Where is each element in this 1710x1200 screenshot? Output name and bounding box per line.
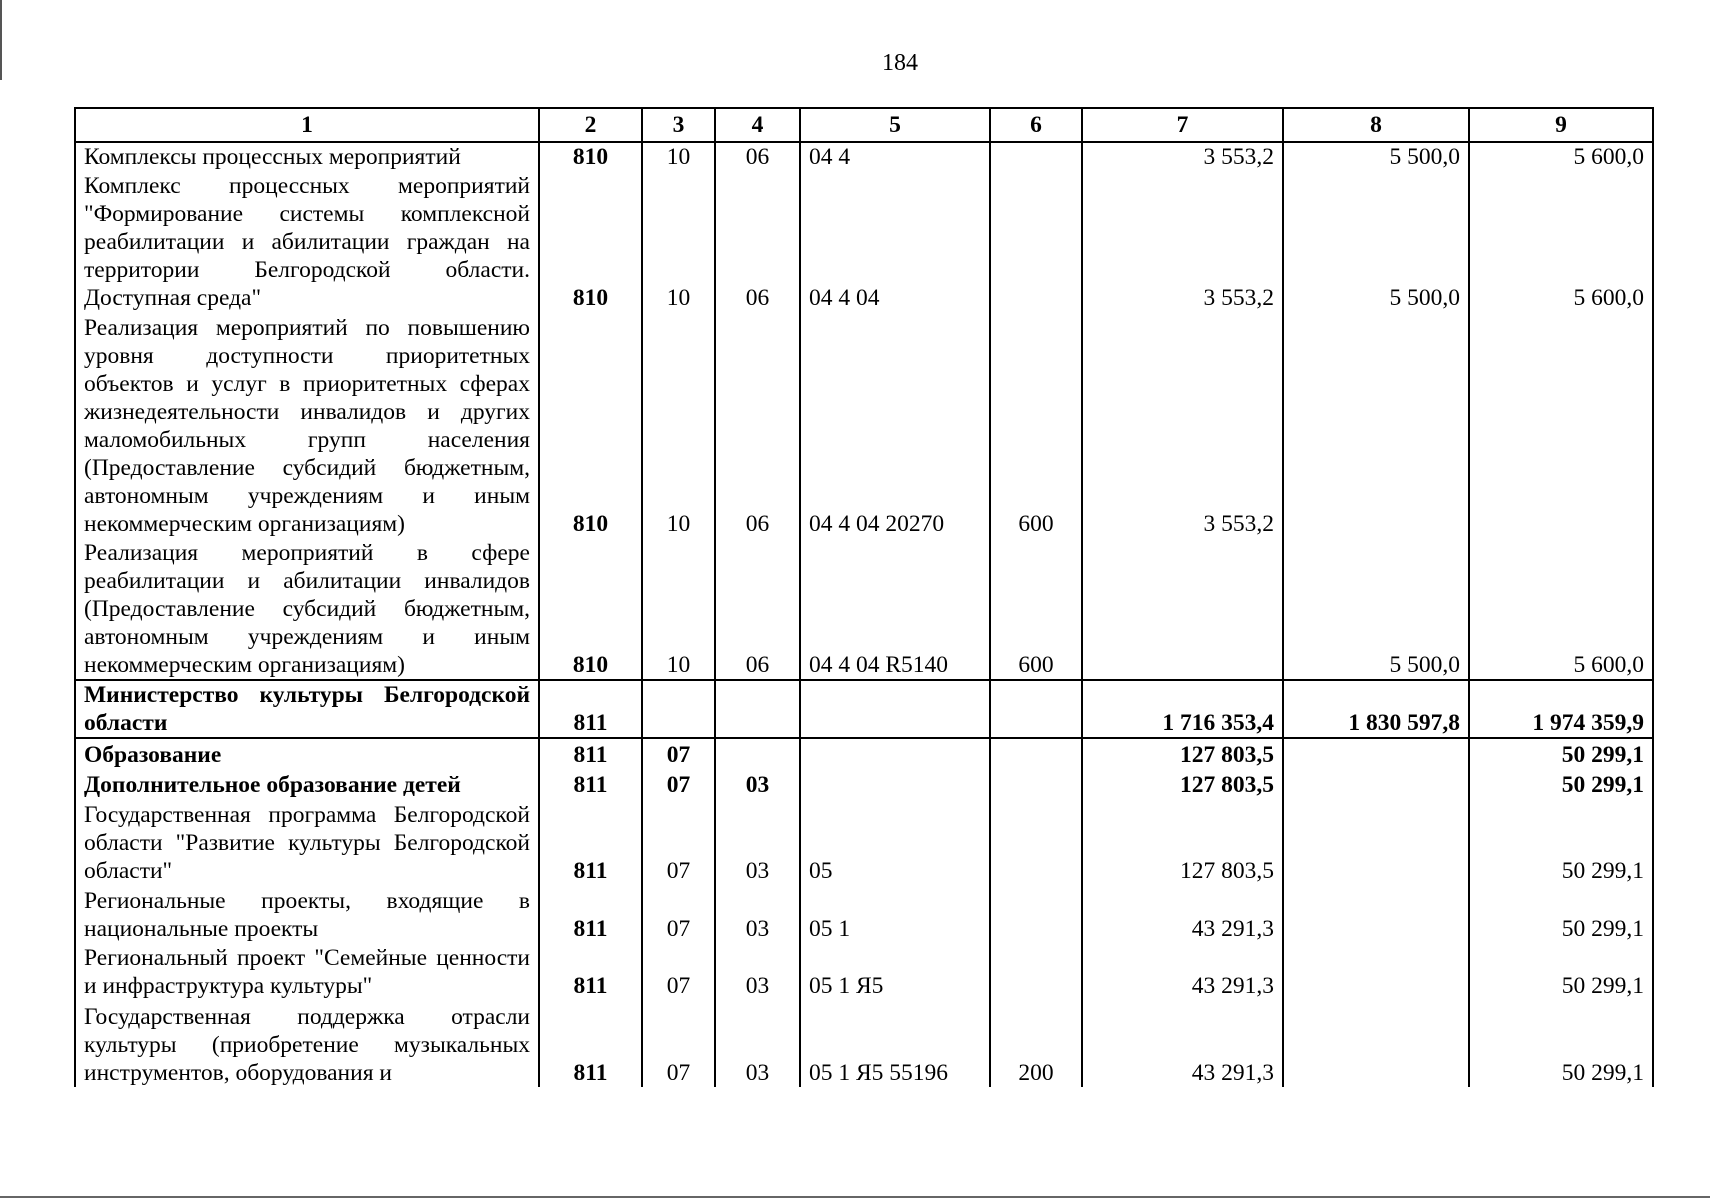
cell-section: 07 xyxy=(642,943,715,1000)
cell-target-code xyxy=(800,769,990,799)
cell-amount-9: 50 299,1 xyxy=(1469,1000,1653,1087)
cell-ministry-code: 811 xyxy=(539,680,642,738)
row-name: Государственная программа Белгородской области "Развитие культуры Белгородской области" xyxy=(75,799,539,886)
cell-expense-type: 600 xyxy=(990,538,1082,680)
cell-amount-9 xyxy=(1469,312,1653,538)
row-name: Реализация мероприятий в сфере реабилитации и абилитации инвалидов (Предоставление субсидий бюджетным, автономным учреждениям и иным некоммерческим организациям) xyxy=(75,538,539,680)
cell-amount-8 xyxy=(1283,312,1469,538)
cell-amount-7: 3 553,2 xyxy=(1082,142,1283,171)
cell-amount-8 xyxy=(1283,769,1469,799)
cell-section: 07 xyxy=(642,885,715,942)
table-row xyxy=(75,171,1653,312)
cell-amount-7: 3 553,2 xyxy=(1082,312,1283,538)
cell-amount-8: 5 500,0 xyxy=(1283,171,1469,312)
budget-table xyxy=(74,107,1654,1087)
cell-target-code: 04 4 04 xyxy=(800,171,990,312)
col-header-6: 6 xyxy=(990,108,1082,142)
cell-subsection: 03 xyxy=(715,1000,800,1087)
col-header-5: 5 xyxy=(800,108,990,142)
cell-expense-type xyxy=(990,142,1082,171)
cell-target-code: 04 4 xyxy=(800,142,990,171)
cell-subsection: 06 xyxy=(715,312,800,538)
row-name: Реализация мероприятий по повышению уровня доступности приоритетных объектов и услуг в приоритетных сферах жизнедеятельности инвалидов и других маломобильных групп населения (Предоставление субсидий бюджетным, автономным учреждениям и иным некоммерческим организациям) xyxy=(75,312,539,538)
cell-expense-type xyxy=(990,680,1082,738)
row-name: Министерство культуры Белгородской области xyxy=(75,680,539,738)
col-header-4: 4 xyxy=(715,108,800,142)
cell-amount-7: 1 716 353,4 xyxy=(1082,680,1283,738)
cell-ministry-code: 811 xyxy=(539,769,642,799)
col-header-9: 9 xyxy=(1469,108,1653,142)
cell-ministry-code: 811 xyxy=(539,1000,642,1087)
cell-subsection: 03 xyxy=(715,799,800,886)
page-number: 184 xyxy=(882,50,918,76)
cell-subsection: 03 xyxy=(715,885,800,942)
cell-expense-type xyxy=(990,799,1082,886)
header-row xyxy=(75,108,1653,142)
cell-section: 07 xyxy=(642,1000,715,1087)
cell-amount-9: 50 299,1 xyxy=(1469,943,1653,1000)
table-row xyxy=(75,1000,1653,1087)
cell-amount-8 xyxy=(1283,885,1469,942)
row-name: Образование xyxy=(75,738,539,768)
scan-bottom-edge xyxy=(0,1196,1710,1198)
cell-section: 10 xyxy=(642,312,715,538)
col-header-8: 8 xyxy=(1283,108,1469,142)
table-row xyxy=(75,885,1653,942)
cell-ministry-code: 810 xyxy=(539,142,642,171)
cell-target-code xyxy=(800,680,990,738)
cell-amount-8: 5 500,0 xyxy=(1283,142,1469,171)
col-header-2: 2 xyxy=(539,108,642,142)
cell-target-code: 05 xyxy=(800,799,990,886)
cell-amount-7: 43 291,3 xyxy=(1082,943,1283,1000)
cell-amount-9: 50 299,1 xyxy=(1469,738,1653,768)
table-row xyxy=(75,799,1653,886)
cell-section: 10 xyxy=(642,538,715,680)
cell-target-code: 04 4 04 R5140 xyxy=(800,538,990,680)
cell-ministry-code: 811 xyxy=(539,738,642,768)
cell-amount-7: 3 553,2 xyxy=(1082,171,1283,312)
cell-subsection xyxy=(715,738,800,768)
row-name: Комплексы процессных мероприятий xyxy=(75,142,539,171)
cell-ministry-code: 811 xyxy=(539,943,642,1000)
cell-amount-9: 1 974 359,9 xyxy=(1469,680,1653,738)
cell-amount-9: 5 600,0 xyxy=(1469,538,1653,680)
row-name: Государственная поддержка отрасли культуры (приобретение музыкальных инструментов, оборудования и xyxy=(75,1000,539,1087)
cell-subsection: 06 xyxy=(715,538,800,680)
table-row xyxy=(75,312,1653,538)
cell-amount-8: 1 830 597,8 xyxy=(1283,680,1469,738)
cell-amount-7: 127 803,5 xyxy=(1082,738,1283,768)
cell-subsection xyxy=(715,680,800,738)
cell-section: 10 xyxy=(642,142,715,171)
cell-amount-9: 5 600,0 xyxy=(1469,171,1653,312)
cell-target-code xyxy=(800,738,990,768)
col-header-7: 7 xyxy=(1082,108,1283,142)
cell-amount-8 xyxy=(1283,1000,1469,1087)
cell-amount-8 xyxy=(1283,799,1469,886)
row-name: Дополнительное образование детей xyxy=(75,769,539,799)
cell-amount-9: 50 299,1 xyxy=(1469,885,1653,942)
cell-ministry-code: 810 xyxy=(539,538,642,680)
cell-section xyxy=(642,680,715,738)
cell-subsection: 06 xyxy=(715,142,800,171)
cell-subsection: 06 xyxy=(715,171,800,312)
cell-ministry-code: 810 xyxy=(539,312,642,538)
cell-target-code: 05 1 Я5 55196 xyxy=(800,1000,990,1087)
cell-section: 07 xyxy=(642,769,715,799)
row-name: Региональный проект "Семейные ценности и инфраструктура культуры" xyxy=(75,943,539,1000)
cell-section: 07 xyxy=(642,738,715,768)
cell-subsection: 03 xyxy=(715,943,800,1000)
cell-amount-7: 43 291,3 xyxy=(1082,1000,1283,1087)
cell-amount-7 xyxy=(1082,538,1283,680)
table-row xyxy=(75,538,1653,680)
col-header-3: 3 xyxy=(642,108,715,142)
cell-subsection: 03 xyxy=(715,769,800,799)
cell-amount-8 xyxy=(1283,943,1469,1000)
cell-target-code: 05 1 Я5 xyxy=(800,943,990,1000)
table-row xyxy=(75,738,1653,768)
table-row xyxy=(75,680,1653,738)
cell-amount-8: 5 500,0 xyxy=(1283,538,1469,680)
cell-expense-type xyxy=(990,738,1082,768)
cell-ministry-code: 810 xyxy=(539,171,642,312)
cell-target-code: 05 1 xyxy=(800,885,990,942)
cell-amount-9: 50 299,1 xyxy=(1469,769,1653,799)
cell-amount-7: 43 291,3 xyxy=(1082,885,1283,942)
cell-section: 07 xyxy=(642,799,715,886)
cell-ministry-code: 811 xyxy=(539,885,642,942)
table-row xyxy=(75,142,1653,171)
table-row xyxy=(75,943,1653,1000)
cell-expense-type xyxy=(990,171,1082,312)
cell-expense-type xyxy=(990,943,1082,1000)
cell-expense-type xyxy=(990,769,1082,799)
cell-expense-type: 200 xyxy=(990,1000,1082,1087)
row-name: Комплекс процессных мероприятий "Формирование системы комплексной реабилитации и абилитации граждан на территории Белгородской области. Доступная среда" xyxy=(75,171,539,312)
row-name: Региональные проекты, входящие в национальные проекты xyxy=(75,885,539,942)
cell-amount-7: 127 803,5 xyxy=(1082,799,1283,886)
col-header-1: 1 xyxy=(75,108,539,142)
cell-target-code: 04 4 04 20270 xyxy=(800,312,990,538)
cell-expense-type: 600 xyxy=(990,312,1082,538)
cell-amount-8 xyxy=(1283,738,1469,768)
cell-amount-9: 5 600,0 xyxy=(1469,142,1653,171)
cell-section: 10 xyxy=(642,171,715,312)
cell-amount-7: 127 803,5 xyxy=(1082,769,1283,799)
cell-expense-type xyxy=(990,885,1082,942)
cell-amount-9: 50 299,1 xyxy=(1469,799,1653,886)
cell-ministry-code: 811 xyxy=(539,799,642,886)
table-row xyxy=(75,769,1653,799)
